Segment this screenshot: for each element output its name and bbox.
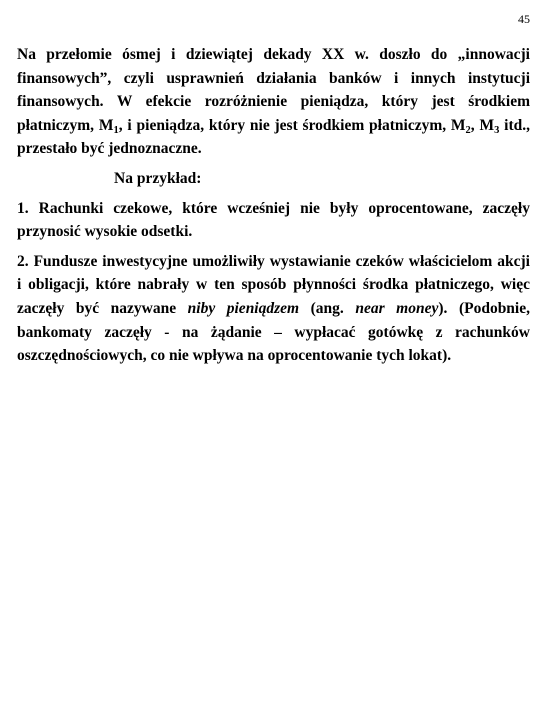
intro-subscript-3: 3 — [494, 124, 500, 136]
intro-subscript-1: 1 — [113, 124, 119, 136]
item-2-italic-term-2: near money — [355, 299, 439, 317]
example-heading: Na przykład: — [114, 169, 202, 187]
intro-text-3: , M — [470, 116, 495, 134]
intro-text-2: , i pieniądza, który nie jest środkiem płatniczym, M — [118, 116, 466, 134]
intro-text-1: Na przełomie ósmej i dziewiątej dekady XX w. doszło do „innowacji finansowych”, czyli usprawnień działania banków i innych instytucji finansowych. W efekcie rozróżnienie pieniądza, który jest środkiem płatniczym, M — [17, 46, 530, 134]
intro-paragraph — [17, 43, 530, 161]
intro-text-4: itd., przestało być jednoznaczne. — [17, 116, 530, 158]
intro-subscript-2: 2 — [465, 124, 471, 136]
item-2-italic-term-1: niby pieniądzem — [187, 299, 300, 317]
item-2-text-1: 2. Fundusze inwestycyjne umożliwiły wystawianie czeków właścicielom akcji i obligacji, które nabrały w ten sposób płynności środka płatniczego, więc zaczęły być nazywane — [17, 252, 530, 317]
list-item-2 — [17, 250, 530, 368]
list-item-1: 1. Rachunki czekowe, które wcześniej nie były oprocentowane, zaczęły przynosić wysokie odsetki. — [17, 199, 530, 241]
item-2-text-2: (ang. — [299, 299, 356, 317]
page-number: 45 — [518, 12, 530, 26]
page-body — [17, 43, 530, 368]
item-2-text-3: ). (Podobnie, bankomaty zaczęły - na żądanie – wypłacać gotówkę z rachunków oszczędnościowych, co nie wpływa na oprocentowanie tych lokat). — [17, 299, 530, 365]
